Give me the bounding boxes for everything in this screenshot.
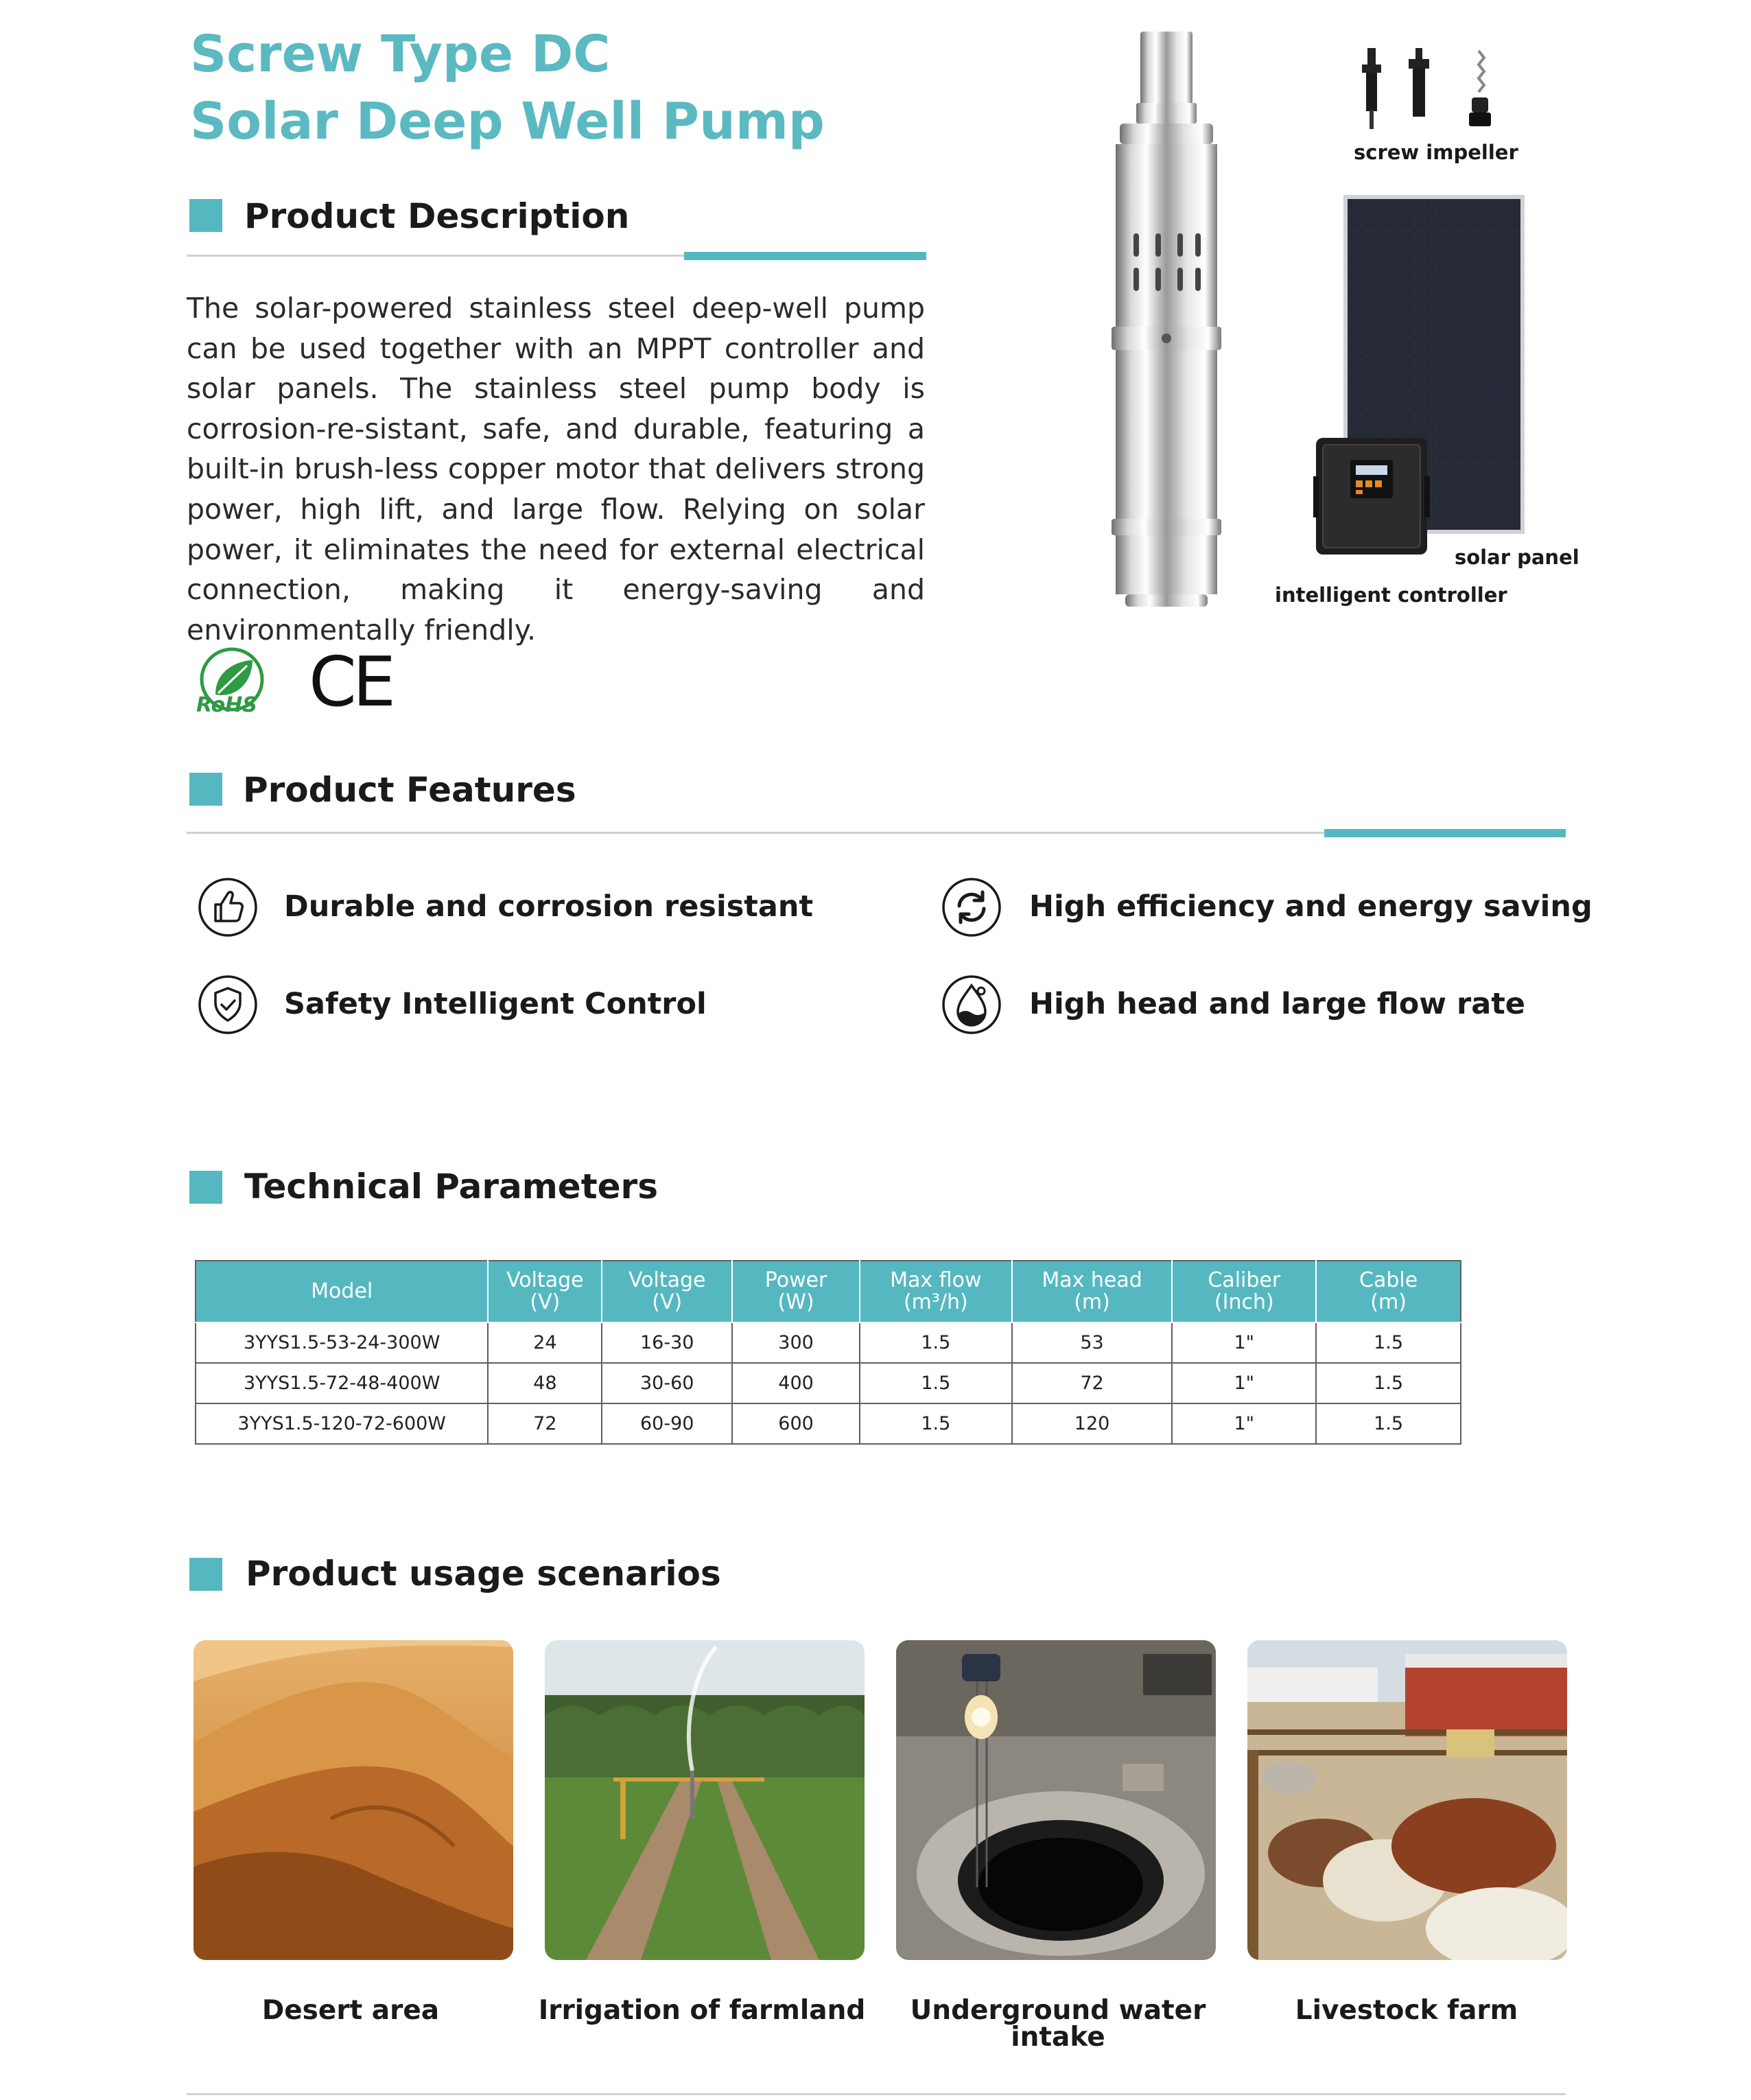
screw-impeller-image — [1355, 44, 1506, 133]
table-cell: 1.5 — [1316, 1363, 1461, 1403]
feature-label: High efficiency and energy saving — [1029, 889, 1593, 924]
table-cell: 120 — [1012, 1403, 1173, 1444]
table-cell: 3YYS1.5-53-24-300W — [196, 1322, 488, 1363]
thumbs-up-icon — [198, 877, 258, 937]
table-cell: 16-30 — [602, 1322, 732, 1363]
table-row — [196, 1403, 1461, 1444]
column-header: Model — [196, 1261, 488, 1322]
scenario-image-underground — [896, 1640, 1216, 1960]
controller-image — [1313, 435, 1430, 561]
water-drop-icon — [941, 975, 1002, 1035]
table-cell: 53 — [1012, 1322, 1173, 1363]
section-marker — [189, 199, 222, 232]
column-header: Max flow (m³/h) — [860, 1261, 1012, 1322]
table-cell: 1.5 — [860, 1403, 1012, 1444]
technical-table — [195, 1260, 1461, 1445]
section-marker — [189, 1171, 222, 1204]
scenario-image-irrigation — [545, 1640, 865, 1960]
scenario-caption: Irrigation of farmland — [538, 1995, 866, 2026]
scenario-image-livestock — [1247, 1640, 1567, 1960]
solar-panel-label: solar panel — [1455, 546, 1579, 569]
scenario-image-desert — [193, 1640, 513, 1960]
scenarios-heading: Product usage scenarios — [246, 1554, 721, 1594]
scenario-caption: Desert area — [261, 1995, 440, 2026]
table-cell: 48 — [488, 1363, 602, 1403]
table-cell: 400 — [732, 1363, 860, 1403]
feature-label: Safety Intelligent Control — [284, 987, 707, 1021]
title-line-1: Screw Type DC — [190, 25, 611, 84]
table-cell: 600 — [732, 1403, 860, 1444]
scenario-caption: Underground water intake — [910, 1995, 1206, 2053]
table-cell: 72 — [1012, 1363, 1173, 1403]
feature-label: High head and large flow rate — [1029, 987, 1525, 1021]
description-text: The solar-powered stainless steel deep-well pump can be used together with an MPPT controller and solar panels. The stainless steel pump body is corrosion-re-sistant, safe, and durable, featuring a built-in brush-less copper motor that delivers strong power, high lift, and large flow. Relying on solar power, it eliminates the need for external electrical connection, making it energy-saving and environmentally friendly. — [187, 292, 925, 646]
table-cell: 1.5 — [1316, 1322, 1461, 1363]
table-cell: 1" — [1172, 1363, 1316, 1403]
column-header: Voltage (V) — [602, 1261, 732, 1322]
column-header: Voltage (V) — [488, 1261, 602, 1322]
feature-label: Durable and corrosion resistant — [284, 889, 814, 924]
ce-logo: CE — [309, 642, 392, 722]
features-heading: Product Features — [243, 770, 576, 810]
section-marker — [189, 773, 222, 806]
rohs-text: RoHS — [196, 693, 257, 717]
table-cell: 72 — [488, 1403, 602, 1444]
table-cell: 1" — [1172, 1403, 1316, 1444]
table-cell: 3YYS1.5-72-48-400W — [196, 1363, 488, 1403]
table-cell: 30-60 — [602, 1363, 732, 1403]
screw-impeller-label: screw impeller — [1354, 141, 1518, 164]
column-header: Max head (m) — [1012, 1261, 1173, 1322]
rohs-logo — [195, 646, 269, 721]
table-cell: 60-90 — [602, 1403, 732, 1444]
description-heading: Product Description — [244, 196, 630, 236]
refresh-icon — [941, 877, 1002, 937]
column-header: Caliber (Inch) — [1172, 1261, 1316, 1322]
pump-image — [1098, 27, 1235, 611]
table-header-row — [196, 1261, 1461, 1322]
column-header: Power (W) — [732, 1261, 860, 1322]
table-row — [196, 1363, 1461, 1403]
table-cell: 24 — [488, 1322, 602, 1363]
scenario-caption: Livestock farm — [1295, 1995, 1518, 2026]
intelligent-controller-label: intelligent controller — [1275, 583, 1507, 607]
table-cell: 1" — [1172, 1322, 1316, 1363]
shield-check-icon — [198, 975, 258, 1035]
table-cell: 1.5 — [860, 1322, 1012, 1363]
table-cell: 1.5 — [1316, 1403, 1461, 1444]
table-row — [196, 1322, 1461, 1363]
title-line-2: Solar Deep Well Pump — [190, 92, 825, 151]
technical-heading: Technical Parameters — [244, 1167, 658, 1206]
table-cell: 3YYS1.5-120-72-600W — [196, 1403, 488, 1444]
column-header: Cable (m) — [1316, 1261, 1461, 1322]
divider-accent — [1324, 829, 1566, 837]
table-cell: 1.5 — [860, 1363, 1012, 1403]
table-cell: 300 — [732, 1322, 860, 1363]
section-marker — [189, 1558, 222, 1591]
footer-divider — [187, 2093, 1566, 2095]
divider-accent — [684, 252, 926, 260]
